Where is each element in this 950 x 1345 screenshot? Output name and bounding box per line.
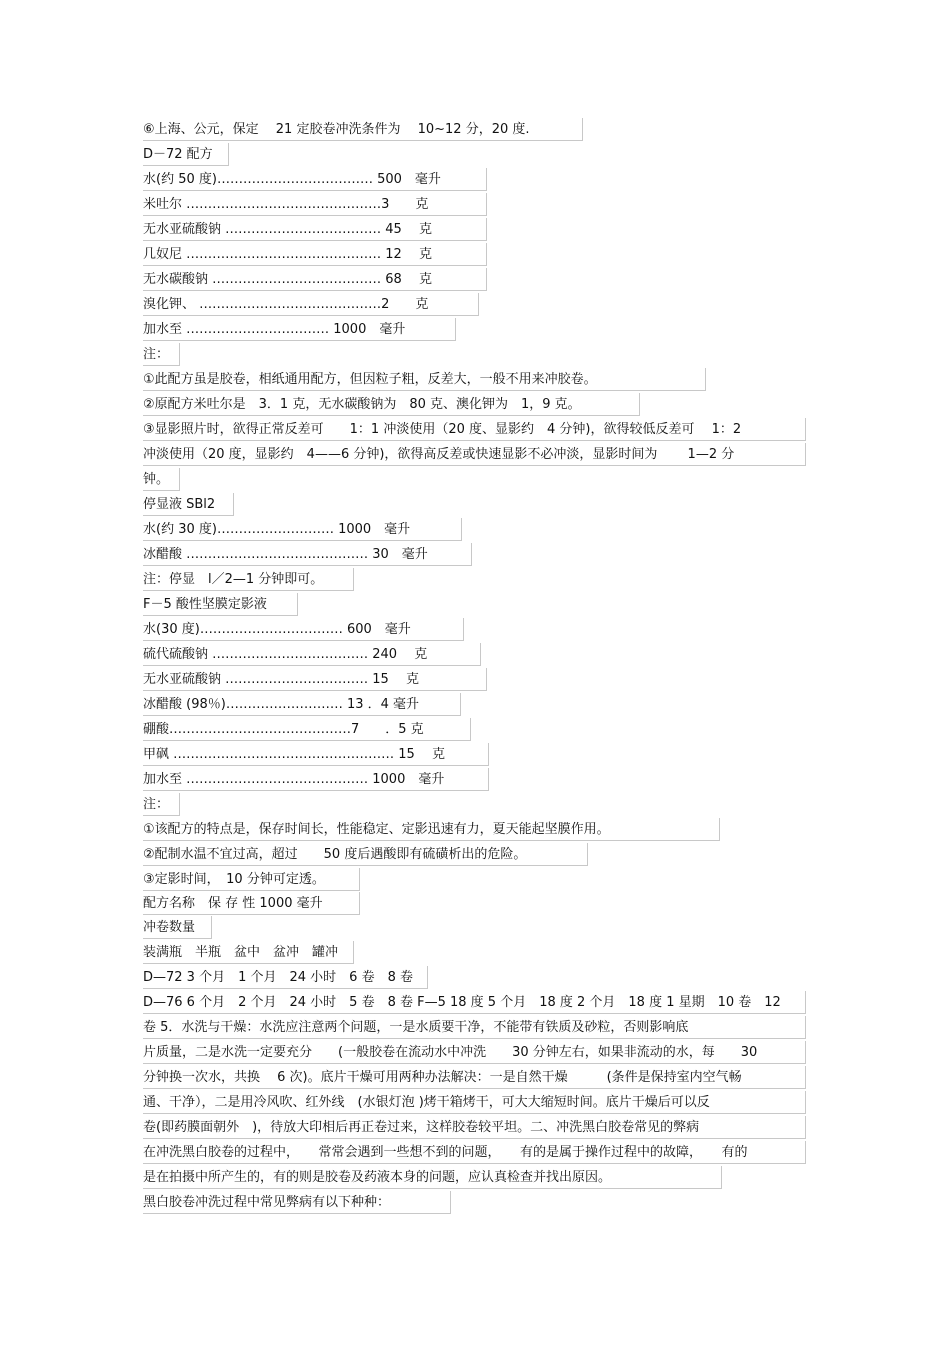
text-line: 注：: [143, 793, 180, 816]
text-line: ②原配方米吐尔是 3．1 克，无水碳酸钠为 80 克、澳化钾为 1，9 克。: [143, 393, 640, 416]
text-line: 注：停显 l／2—1 分钟即可。: [143, 568, 354, 591]
text-line: 注：: [143, 343, 180, 366]
text-line: 无水亚硫酸钠 …………………………… 15 克: [143, 668, 487, 691]
text-line: 卷(即药膜面朝外 )，待放大印相后再正卷过来，这样胶卷较平坦。二、冲洗黑白胶卷常见的弊病: [143, 1116, 806, 1139]
text-line: 几奴尼 ……………………………………… 12 克: [143, 243, 487, 266]
text-line: 片质量，二是水洗一定要充分 (一般胶卷在流动水中冲洗 30 分钟左右，如果非流动的水，每 30: [143, 1041, 806, 1064]
text-line: 冰醋酸 …………………………………… 30 毫升: [143, 543, 472, 566]
text-line: D－72 配方: [143, 143, 229, 166]
text-line: ③显影照片时，欲得正常反差可 1：1 冲淡使用（20 度、显影约 4 分钟)，欲得较低反差可 1：2: [143, 418, 806, 441]
text-line: 冲淡使用（20 度，显影约 4——6 分钟)，欲得高反差或快速显影不必冲淡，显影时间为 1—2 分: [143, 443, 806, 466]
text-line: 水(约 30 度)……………………… 1000 毫升: [143, 518, 462, 541]
text-line: 米吐尔 ………………………………………3 克: [143, 193, 487, 216]
text-line: 配方名称 保 存 性 1000 毫升: [143, 892, 360, 915]
text-line: F－5 酸性坚膜定影液: [143, 593, 298, 616]
text-line: 无水亚硫酸钠 ……………………………… 45 克: [143, 218, 487, 241]
text-line: 分钟换一次水，共换 6 次)。底片干燥可用两种办法解决：一是自然干燥 (条件是保持室内空气畅: [143, 1066, 806, 1089]
text-line: 硼酸……………………………………7 ．5 克: [143, 718, 471, 741]
text-line: 在冲洗黑白胶卷的过程中， 常常会遇到一些想不到的问题， 有的是属于操作过程中的故障， 有的: [143, 1141, 806, 1164]
text-line: 钟。: [143, 468, 180, 491]
text-line: 黑白胶卷冲洗过程中常见弊病有以下种种：: [143, 1191, 451, 1214]
text-line: 卷 5．水洗与干燥：水洗应注意两个问题，一是水质要干净，不能带有铁质及砂粒，否则影响底: [143, 1016, 806, 1039]
text-line: 硫代硫酸钠 ……………………………… 240 克: [143, 643, 481, 666]
text-line: 溴化钾、 ……………………………………2 克: [143, 293, 479, 316]
text-line: 是在拍摄中所产生的，有的则是胶卷及药液本身的问题，应认真检查并找出原因。: [143, 1166, 722, 1189]
text-line: 冰醋酸 (98％)……………………… 13 ．4 毫升: [143, 693, 461, 716]
text-line: D—72 3 个月 1 个月 24 小时 6 卷 8 卷: [143, 966, 428, 989]
text-line: 通、干净），二是用冷风吹、红外线 (水银灯泡 )烤干箱烤干，可大大缩短时间。底片干燥后可以反: [143, 1091, 806, 1114]
text-line: 冲卷数量: [143, 916, 212, 939]
text-line: ②配制水温不宜过高，超过 50 度后遇酸即有硫磺析出的危险。: [143, 843, 588, 866]
text-line: 水(30 度)…………………………… 600 毫升: [143, 618, 464, 641]
text-line: ①此配方虽是胶卷，相纸通用配方，但因粒子粗，反差大，一般不用来冲胶卷。: [143, 368, 706, 391]
text-line: 装满瓶 半瓶 盆中 盆冲 罐冲: [143, 941, 354, 964]
text-line: ①该配方的特点是，保存时间长，性能稳定、定影迅速有力，夏天能起坚膜作用。: [143, 818, 720, 841]
text-line: 甲砜 …………………………………………… 15 克: [143, 743, 489, 766]
text-line: ③定影时间， 10 分钟可定透。: [143, 868, 360, 891]
text-line: 加水至 …………………………… 1000 毫升: [143, 318, 456, 341]
text-line: D—76 6 个月 2 个月 24 小时 5 卷 8 卷 F—5 18 度 5 个月 18 度 2 个月 18 度 1 星期 10 卷 12: [143, 991, 806, 1014]
text-line: 水(约 50 度)……………………………… 500 毫升: [143, 168, 487, 191]
text-line: ⑥上海、公元，保定 21 定胶卷冲洗条件为 10~12 分，20 度.: [143, 118, 583, 141]
text-line: 停显液 SBl2: [143, 493, 234, 516]
text-line: 加水至 …………………………………… 1000 毫升: [143, 768, 489, 791]
text-line: 无水碳酸钠 ………………………………… 68 克: [143, 268, 487, 291]
